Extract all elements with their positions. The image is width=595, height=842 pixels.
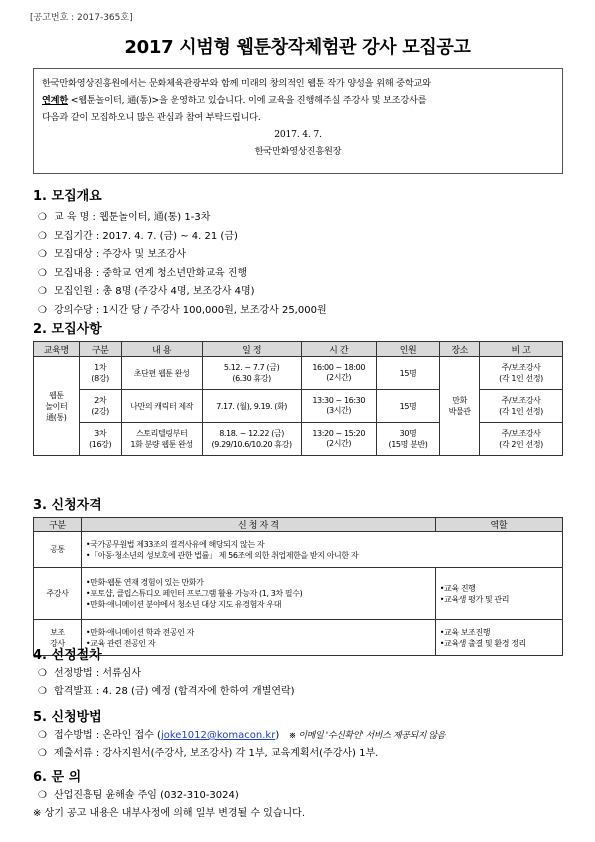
qualification-detail-cell: [81, 532, 562, 568]
overview-item-text: 모집내용 : 중학교 연계 청소년만화교육 진행: [54, 267, 248, 279]
qualification-header-cell: 신 청 자 격: [81, 518, 435, 532]
intro-box: [33, 68, 563, 174]
schedule-kind-line: (8강): [91, 374, 109, 383]
bullet-icon: ❍: [38, 304, 47, 316]
intro-line-2: [42, 92, 554, 109]
qualification-table: [33, 517, 563, 656]
schedule-time-cell: [301, 390, 376, 423]
email-link[interactable]: joke1012@komacon.kr: [160, 730, 276, 741]
qualification-line: •「아동·청소년의 성보호에 관한 법률」 제 56조에 의한 취업제한을 받지 아니한 자: [85, 550, 359, 560]
overview-item-text: 모집기간 : 2017. 4. 7. (금) ~ 4. 21 (금): [54, 230, 238, 242]
schedule-note-line: 주/보조강사: [501, 396, 541, 405]
qualification-label-line: 공통: [50, 545, 65, 554]
course-name-line: 놀이터: [45, 401, 68, 411]
schedule-header-cell: 장소: [440, 342, 480, 357]
qualification-line: •포토샵, 클립스튜디오 페인터 프로그램 활용 가능자 (1, 3차 필수): [85, 589, 303, 598]
role-line: •교육 보조진행: [439, 627, 491, 637]
bullet-icon: ❍: [38, 249, 47, 260]
apply-method-label: 접수방법 : 온라인 접수 (: [54, 730, 161, 741]
schedule-note-cell: [480, 423, 563, 456]
overview-item-text: 강의수당 : 1시간 당 / 주강사 100,000원, 보조강사 25,000원: [54, 304, 327, 316]
qualification-label-cell: [34, 568, 82, 620]
qualification-detail-cell: [81, 620, 435, 656]
schedule-note-cell: [480, 390, 563, 423]
schedule-kind-cell: [79, 357, 121, 390]
section-1-heading: 1. 모집개요: [33, 189, 102, 204]
qualification-label-line: 보조: [50, 627, 65, 637]
schedule-kind-line: 3차: [94, 429, 107, 438]
schedule-row: [34, 357, 563, 390]
documents-text: 제출서류 : 강사지원서(주강사, 보조강사) 각 1부, 교육계획서(주강사) 1부.: [54, 748, 379, 759]
schedule-content-line: 1화 분량 웹툰 완성: [130, 440, 193, 449]
schedule-time-cell: [301, 423, 376, 456]
role-cell: [435, 620, 562, 656]
intro-line-1: 한국만화영상진흥원에서는 문화체육관광부와 함께 미래의 창의적인 웹툰 작가 양성을 위해 중학교와: [42, 78, 431, 89]
schedule-header-cell: 시 간: [301, 342, 376, 357]
bullet-icon: ❍: [38, 668, 47, 679]
schedule-people-line: 15명: [399, 401, 417, 411]
course-name-cell: [34, 357, 80, 456]
section-6-heading: 6. 문 의: [33, 770, 82, 785]
intro-highlight: 연계한: [42, 95, 69, 106]
course-name-line: 웹툰: [49, 390, 64, 400]
schedule-people-cell: [376, 423, 439, 456]
overview-item: [38, 208, 210, 223]
qualification-line: •만화·웹툰 연재 경험이 있는 만화가: [85, 578, 204, 587]
overview-item: [38, 301, 327, 316]
schedule-kind-line: 1차: [94, 363, 107, 372]
schedule-content-line: 스토리텔링부터: [135, 429, 188, 438]
schedule-note-line: 주/보조강사: [501, 363, 541, 372]
schedule-header-cell: 일 정: [202, 342, 301, 357]
intro-signer: 한국만화영상진흥원장: [254, 146, 342, 157]
overview-item-text: 교 육 명 : 웹툰놀이터, 通(통) 1-3차: [54, 212, 211, 223]
overview-item: [38, 227, 238, 242]
schedule-schedule-cell: [202, 390, 301, 423]
place-cell: [440, 357, 480, 456]
qualification-label-line: 주강사: [46, 589, 69, 598]
section-3-heading: 3. 신청자격: [33, 498, 102, 513]
apply-method-line: [38, 726, 445, 741]
schedule-schedule-cell: [202, 423, 301, 456]
schedule-header-cell: 교육명: [34, 342, 80, 357]
schedule-note-cell: [480, 357, 563, 390]
qualification-label-line: 강사: [50, 638, 65, 648]
page-title: 2017 시범형 웹툰창작체험관 강사 모집공고: [124, 37, 471, 58]
schedule-kind-cell: [79, 423, 121, 456]
procedure-item-text: 합격발표 : 4. 28 (금) 예정 (합격자에 한하여 개별연락): [54, 686, 295, 697]
schedule-schedule-line: (6.30 휴강): [232, 374, 271, 383]
intro-line-2-text: <웹툰놀이터, 通(통)>을 운영하고 있습니다. 이에 교육을 진행해주실 주강사 및 보조강사를: [68, 95, 427, 106]
qualification-line: •만화·애니메이션 학과 전공인 자: [85, 627, 194, 637]
apply-note: ※ 이메일 '수신확인' 서비스 제공되지 않음: [288, 731, 446, 741]
schedule-time-line: 16:00 ~ 18:00: [312, 363, 366, 372]
schedule-note-line: (각 1인 선정): [499, 407, 543, 416]
place-line: 만화: [452, 396, 467, 405]
bullet-icon: ❍: [38, 790, 47, 801]
bullet-icon: ❍: [38, 286, 47, 297]
schedule-header-cell: 내 용: [121, 342, 202, 357]
qualification-detail-cell: [81, 568, 435, 620]
overview-item-text: 모집인원 : 총 8명 (주강사 4명, 보조강사 4명): [54, 286, 255, 297]
schedule-table: [33, 341, 563, 456]
qualification-label-cell: [34, 532, 82, 568]
qualification-row: [34, 568, 563, 620]
overview-item-text: 모집대상 : 주강사 및 보조강사: [54, 249, 187, 260]
procedure-item: [38, 682, 295, 697]
schedule-people-line: (15명 분반): [388, 440, 428, 449]
bullet-icon: ❍: [38, 686, 47, 697]
schedule-people-cell: [376, 390, 439, 423]
qualification-line: •교육 관련 전공인 자: [85, 638, 156, 648]
qualification-line: •국가공무원법 제33조의 결격사유에 해당되지 않는 자: [85, 539, 265, 549]
footer-note: ※ 상기 공고 내용은 내부사정에 의해 일부 변경될 수 있습니다.: [33, 808, 306, 819]
bullet-icon: ❍: [38, 212, 47, 223]
schedule-time-line: 13:30 ~ 16:30: [312, 396, 366, 405]
bullet-icon: ❍: [38, 748, 47, 759]
bullet-icon: ❍: [38, 230, 47, 242]
schedule-note-line: (각 2인 선정): [499, 440, 543, 449]
schedule-header-cell: 비 고: [480, 342, 563, 357]
schedule-row: [34, 390, 563, 423]
schedule-content-cell: [121, 357, 202, 390]
procedure-item-text: 선정방법 : 서류심사: [54, 668, 142, 679]
place-line: 박물관: [448, 407, 471, 416]
schedule-kind-line: (2강): [91, 407, 109, 416]
schedule-content-cell: [121, 423, 202, 456]
qualification-row: [34, 620, 563, 656]
schedule-people-line: 30명: [399, 429, 417, 438]
schedule-schedule-line: 8.18. ~ 12.22 (금): [219, 429, 284, 438]
schedule-note-line: 주/보조강사: [501, 429, 541, 438]
schedule-header-cell: 구분: [79, 342, 121, 357]
schedule-time-line: (3시간): [326, 406, 352, 415]
apply-method-close: ): [275, 730, 280, 741]
section-4-heading: 4. 선정절차: [33, 648, 102, 663]
schedule-schedule-line: (9.29/10.6/10.20 휴강): [211, 440, 292, 449]
documents-line: [38, 744, 378, 759]
notice-number: [공고번호 : 2017-365호]: [30, 13, 133, 23]
schedule-header-cell: 인원: [376, 342, 439, 357]
role-line: •교육생 출결 및 환경 정리: [439, 638, 526, 648]
role-line: •교육 진행: [439, 583, 476, 593]
schedule-row: [34, 423, 563, 456]
section-5-heading: 5. 신청방법: [33, 710, 102, 725]
overview-item: [38, 282, 255, 297]
schedule-schedule-line: 7.17. (월), 9.19. (화): [216, 401, 288, 411]
schedule-time-cell: [301, 357, 376, 390]
role-cell: [435, 568, 562, 620]
schedule-content-line: 초단편 웹툰 완성: [133, 368, 190, 378]
schedule-kind-line: 2차: [94, 396, 107, 405]
contact-text: 산업진흥팀 윤해솔 주임 (032-310-3024): [54, 790, 239, 801]
schedule-table-header: [34, 342, 563, 357]
schedule-people-cell: [376, 357, 439, 390]
overview-item: [38, 245, 186, 260]
schedule-time-line: 13:20 ~ 15:20: [312, 429, 366, 438]
schedule-schedule-line: 5.12. ~ 7.7 (금): [223, 363, 280, 372]
qualification-table-header: [34, 518, 563, 532]
intro-date: 2017. 4. 7.: [274, 129, 322, 140]
qualification-header-cell: 구분: [34, 518, 82, 532]
intro-line-3: 다음과 같이 모집하오니 많은 관심과 참여 부탁드립니다.: [42, 112, 261, 123]
qualification-header-cell: 역할: [435, 518, 562, 532]
qualification-line: •만화·애니메이션 분야에서 청소년 대상 지도 유경험자 우대: [85, 600, 282, 609]
qualification-row: [34, 532, 563, 568]
schedule-time-line: (2시간): [326, 373, 352, 382]
section-2-heading: 2. 모집사항: [33, 322, 102, 337]
contact-line: [38, 786, 239, 801]
schedule-schedule-cell: [202, 357, 301, 390]
schedule-note-line: (각 1인 선정): [499, 374, 543, 383]
bullet-icon: ❍: [38, 267, 47, 279]
schedule-kind-line: (16강): [89, 440, 112, 449]
schedule-people-line: 15명: [399, 368, 417, 378]
role-line: •교육생 평가 및 관리: [439, 594, 510, 604]
schedule-kind-cell: [79, 390, 121, 423]
procedure-item: [38, 664, 141, 679]
course-name-line: 通(통): [46, 412, 67, 422]
schedule-time-line: (2시간): [326, 439, 352, 448]
schedule-content-cell: [121, 390, 202, 423]
overview-item: [38, 264, 247, 279]
schedule-content-line: 나만의 캐릭터 제작: [130, 401, 194, 411]
bullet-icon: ❍: [38, 730, 47, 741]
